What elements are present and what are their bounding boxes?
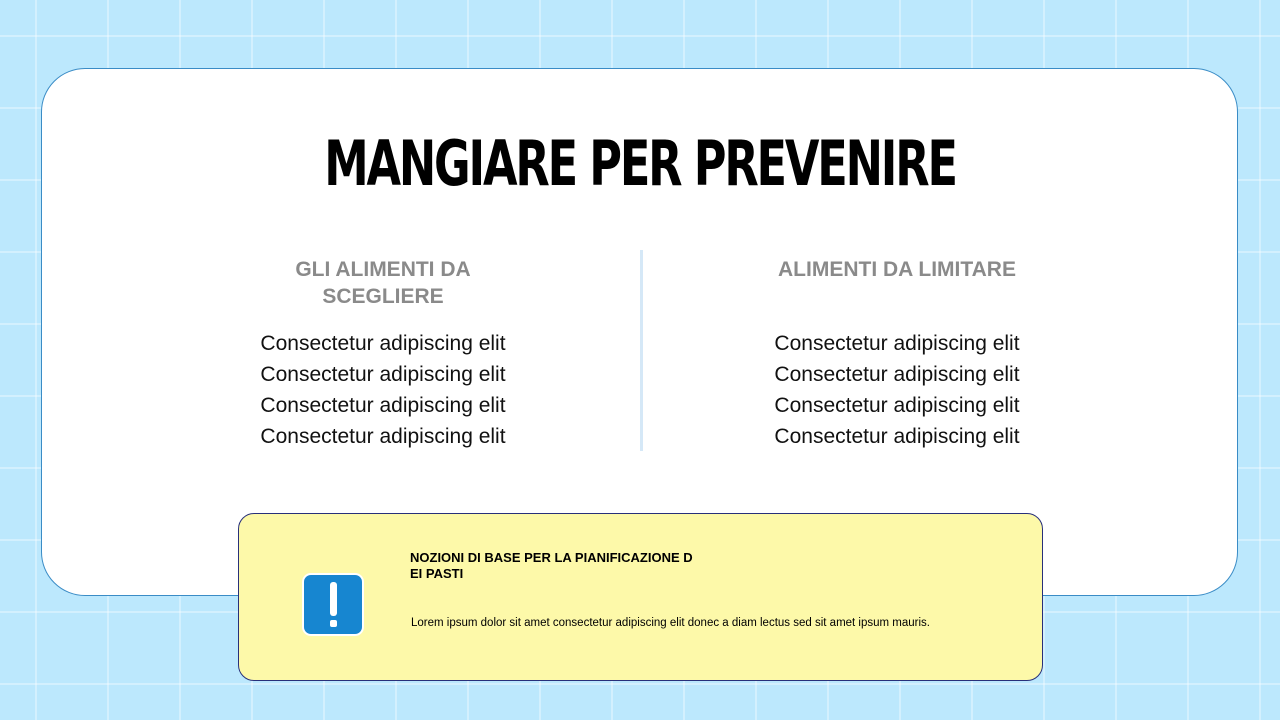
column-choose	[238, 256, 528, 452]
exclamation-icon	[302, 573, 364, 636]
list-item: Consectetur adipiscing elit	[260, 394, 506, 417]
column-heading: ALIMENTI DA LIMITARE	[778, 258, 1016, 281]
list-item: Consectetur adipiscing elit	[774, 425, 1020, 448]
column-divider	[640, 250, 643, 451]
page-title: MANGIARE PER PREVENIRE	[324, 127, 956, 200]
list-item: Consectetur adipiscing elit	[260, 425, 506, 448]
list-item: Consectetur adipiscing elit	[774, 394, 1020, 417]
list-item: Consectetur adipiscing elit	[260, 332, 506, 355]
list-item: Consectetur adipiscing elit	[260, 363, 506, 386]
list-item: Consectetur adipiscing elit	[774, 363, 1020, 386]
note-body: Lorem ipsum dolor sit amet consectetur adipiscing elit donec a diam lectus sed sit amet ipsum mauris.	[411, 617, 931, 629]
column-heading: GLI ALIMENTI DA SCEGLIERE	[295, 258, 471, 308]
note-title: NOZIONI DI BASE PER LA PIANIFICAZIONE DEI PASTI	[410, 550, 693, 581]
column-limit	[752, 256, 1042, 452]
list-item: Consectetur adipiscing elit	[774, 332, 1020, 355]
